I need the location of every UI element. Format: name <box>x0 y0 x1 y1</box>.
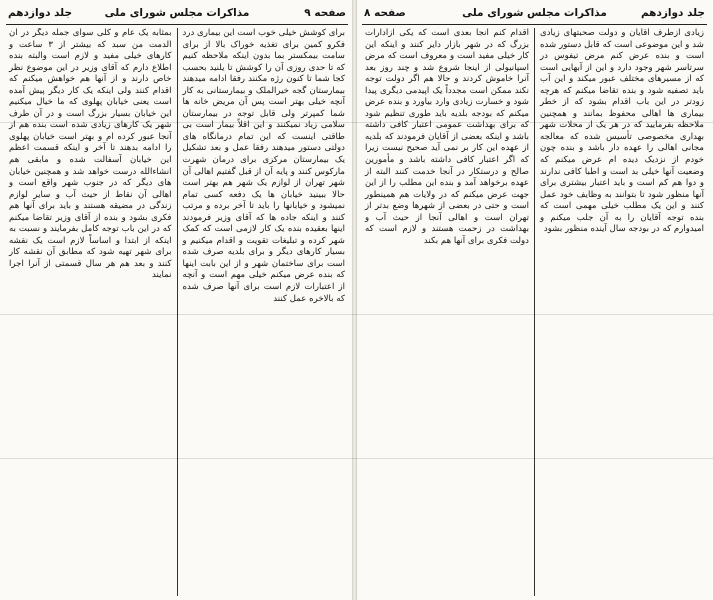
scan-line <box>0 458 713 459</box>
right-column-divider <box>534 28 535 596</box>
right-page-column-right: زیادی ازطرف آقایان و دولت صحبتهای زیادی شد و این موضوعی است که قابل دستور شده است و بنده عرض کنم مرض تیفوس در سرتاسر شهر وجود دارد و این از آبهایی است که از مسیرهای مختلف عبور میکند و این آب باید تصفیه شود و بنده تقاضا میکنم که هرچه زودتر در این باب اقدام بشود که از خطر بیماری ها اهالی محفوظ بمانند و همچنین ملاحظه بفرمایید که در هر یک از محلات شهر بهداری مخصوصی تأسیس شده که معالجه مجانی اهالی را عهده دار باشد و بنده چون خودم از نزدیک دیده ام عرض میکنم که وضعیت آنها خیلی بد است و اطبا کافی ندارند و دوا هم کم است و باید اعتبار بیشتری برای آنها منظور شود تا بتوانند به وظایف خود عمل کنند و این یک مطلب خیلی مهمی است که بنده توجه آقایان را به آن جلب میکنم و امیدوارم که در بودجه سال آینده منظور بشود <box>540 28 704 235</box>
left-page-title: مذاکرات مجلس شورای ملی <box>104 7 250 19</box>
left-page-column-left: بمثابه یک عام و کلی سوای جمله دیگر در آن الدمت من سبد که بیشتر از ۳ ساعت و کارهای خیلی مفید و لازم است والبته بنده اطلاع دارم که آقای وزیر در این موضوع نظر خاص دارند و از آنها هم خواهش میکنم که اقدام کنند ولی اینکه یک کار دیگر پیش آمده است یعنی خیابان پهلوی که ما خیال میکنیم این خیابان بسیار بزرگ است و در آن طرف شهر یک کارهای زیادی شده است بنده هم از آنجا عبور کرده ام و بهتر است خیابان پهلوی را ادامه بدهند تا آخر و اینکه قسمت اعظم این خیابان آسفالت شده و مابقی هم انشاءالله درست خواهد شد و همچنین خیابان های دیگر که در جنوب شهر واقع است و اهالی آن نقاط از حیث آب و سایر لوازم زندگی در مضیقه هستند و باید برای آنها هم فکری بشود و بنده از آقای وزیر تقاضا میکنم که در این باب توجه کامل بفرمایند و نسبت به اینکه از ابتدا و اساساً لازم است یک نقشه برای شهر تهیه شود که مطابق آن نقشه کار کنند و بعد هم هر سال قسمتی از آنرا اجرا نمایند <box>9 28 172 281</box>
left-page-label: صفحه ۹ <box>304 7 346 19</box>
left-column-divider <box>177 28 178 596</box>
right-header-rule <box>362 24 707 25</box>
left-page-volume: جلد دوازدهم <box>8 7 73 19</box>
right-page-header <box>364 4 705 24</box>
scan-line <box>0 122 713 123</box>
left-page-columns <box>6 28 348 596</box>
left-page <box>0 0 354 600</box>
left-page-header <box>8 4 346 24</box>
left-page-column-right: برای کوشش خیلی خوب است این بیماری درد فکرو کمین برای تغذیه خوراک بالا از برای سامت بیمکستر بما بدون اینکه ملاحظه کنیم که تا حدی روزی آن را کوشش تا یلنید بحسب کجا شما تا کنون رژه مکنند رفقا ادامه میدهند بیمارستان گجه خیرالملک و بیمارستانی به کار آنچه خیلی بهتر است پس آن مریض خانه ها شما کمپرتر ولی قابل توجه در بیمارستان سلامی زیاد نمیکنند و این اقلاً بیمار است بی طاقتی اینست که این تمام درمانگاه های دولتی دستور میدهند رفقا عمل و بعد تشکیل یک بیمارستان مرکزی برای درمان شهرت مارکوس کنند و پایه آن از قبل گفتیم اهالی آن شهر تهران از لوازم یک شهر هم بهتر است حالا ببینید خیابان ها یک دفعه کسی تمام نمیشود و خیابانها را باید تا آخر برده و مرتب کنند و اینکه جاده ها که آقای وزیر فرمودند اینها بعقیده بنده یک کار لازمی است که کمک شهر کرده و تبلیغات تقویت و اقدام میکنیم و بسیار کارهای دیگر و برای بلدیه صرف شده است برای ساختمان شهر و از این بابت اینها که بنده عرض میکنم خیلی مهم است و آنچه از اعتبارات لازم است برای آنها صرف شده که بالاخره عمل کنند <box>182 28 345 304</box>
right-page-title: مذاکرات مجلس شورای ملی <box>462 7 607 19</box>
right-page-label: صفحه ۸ <box>364 7 406 19</box>
scan-line <box>0 314 713 315</box>
right-page-volume: جلد دوازدهم <box>640 7 705 19</box>
right-page-columns <box>362 28 707 596</box>
right-page <box>356 0 713 600</box>
right-page-column-left: اقدام کنم آنجا بعدی است که یکی ازادارات بزرگ که در شهر بازار دایر کنند و اینکه این کار خیلی مفید است و معروف است که مرض اسپانیولی از اینجا شروع شد و چند روز بعد آنرا خاموش کردند و حالا هم اگر دولت توجه نکند ممکن است مجدداً یک اپیدمی دیگری پیدا شود و خسارت زیادی وارد بیاورد و بنده عرض میکنم که بودجه بلدیه باید طوری تنظیم شود که برای بهداشت عمومی اعتبار کافی داشته باشد و اینکه بعضی از آقایان فرمودند که بلدیه از عهده این کار بر نمی آید صحیح نیست زیرا که اگر اعتبار کافی داشته باشد و مأمورین صالح و درستکار در آنجا خدمت کنند البته از عهده برخواهد آمد و بنده این مطلب را از این جهت عرض میکنم که در ولایات هم همینطور است و حتی در بعضی از شهرها وضع بدتر از تهران است و اهالی آنجا از حیث آب و بهداشت در زحمت هستند و لازم است که دولت فکری برای آنها هم بکند <box>365 28 529 246</box>
left-header-rule <box>6 24 348 25</box>
